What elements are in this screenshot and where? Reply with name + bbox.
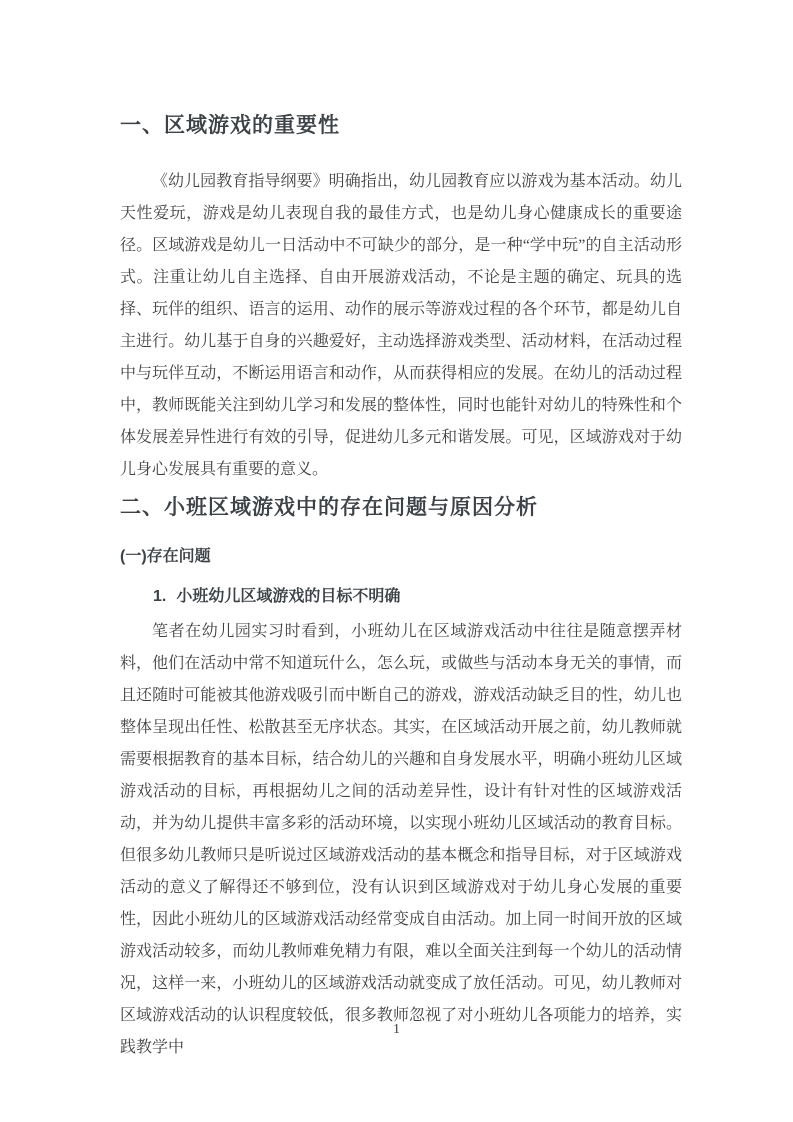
- point-title: 小班幼儿区域游戏的目标不明确: [176, 588, 401, 605]
- point-number: 1.: [153, 588, 167, 605]
- paragraph-problems: 笔者在幼儿园实习时看到，小班幼儿在区域游戏活动中往往是随意摆弄材料，他们在活动中常不知道玩什么，怎么玩，或做些与活动本身无关的事情，而且还随时可能被其他游戏吸引而中断自己的游戏，游戏活动缺乏目的性，幼儿也整体呈现出任性、松散甚至无序状态。其实，在区域活动开展之前，幼儿教师就需要根据教育的基本目标，结合幼儿的兴趣和自身发展水平，明确小班幼儿区域游戏活动的目标，再根据幼儿之间的活动差异性，设计有针对性的区域游戏活动，并为幼儿提供丰富多彩的活动环境，以实现小班幼儿区域活动的教育目标。但很多幼儿教师只是听说过区域游戏活动的基本概念和指导目标，对于区域游戏活动的意义了解得还不够到位，没有认识到区域游戏对于幼儿身心发展的重要性，因此小班幼儿的区域游戏活动经常变成自由活动。加上同一时间开放的区域游戏活动较多，而幼儿教师难免精力有限，难以全面关注到每一个幼儿的活动情况，这样一来，小班幼儿的区域游戏活动就变成了放任活动。可见，幼儿教师对区域游戏活动的认识程度较低，很多教师忽视了对小班幼儿各项能力的培养，实践教学中: [120, 623, 682, 1056]
- subsection-heading-existing-problems: (一)存在问题: [120, 548, 211, 565]
- page-number: 1: [393, 1022, 400, 1037]
- document-content: [120, 0, 682, 1064]
- section-heading-problems: 二、小班区域游戏中的存在问题与原因分析: [120, 496, 538, 519]
- paragraph-importance: 《幼儿园教育指导纲要》明确指出，幼儿园教育应以游戏为基本活动。幼儿天性爱玩，游戏是幼儿表现自我的最佳方式，也是幼儿身心健康成长的重要途径。区域游戏是幼儿一日活动中不可缺少的部分，是一种“学中玩”的自主活动形式。注重让幼儿自主选择、自由开展游戏活动，不论是主题的确定、玩具的选择、玩伴的组织、语言的运用、动作的展示等游戏过程的各个环节，都是幼儿自主进行。幼儿基于自身的兴趣爱好，主动选择游戏类型、活动材料，在活动过程中与玩伴互动，不断运用语言和动作，从而获得相应的发展。在幼儿的活动过程中，教师既能关注到幼儿学习和发展的整体性，同时也能针对幼儿的特殊性和个体发展差异性进行有效的引导，促进幼儿多元和谐发展。可见，区域游戏对于幼儿身心发展具有重要的意义。: [120, 173, 682, 478]
- point-heading-unclear-goals: [120, 586, 682, 608]
- section-heading-importance: 一、区域游戏的重要性: [120, 114, 340, 137]
